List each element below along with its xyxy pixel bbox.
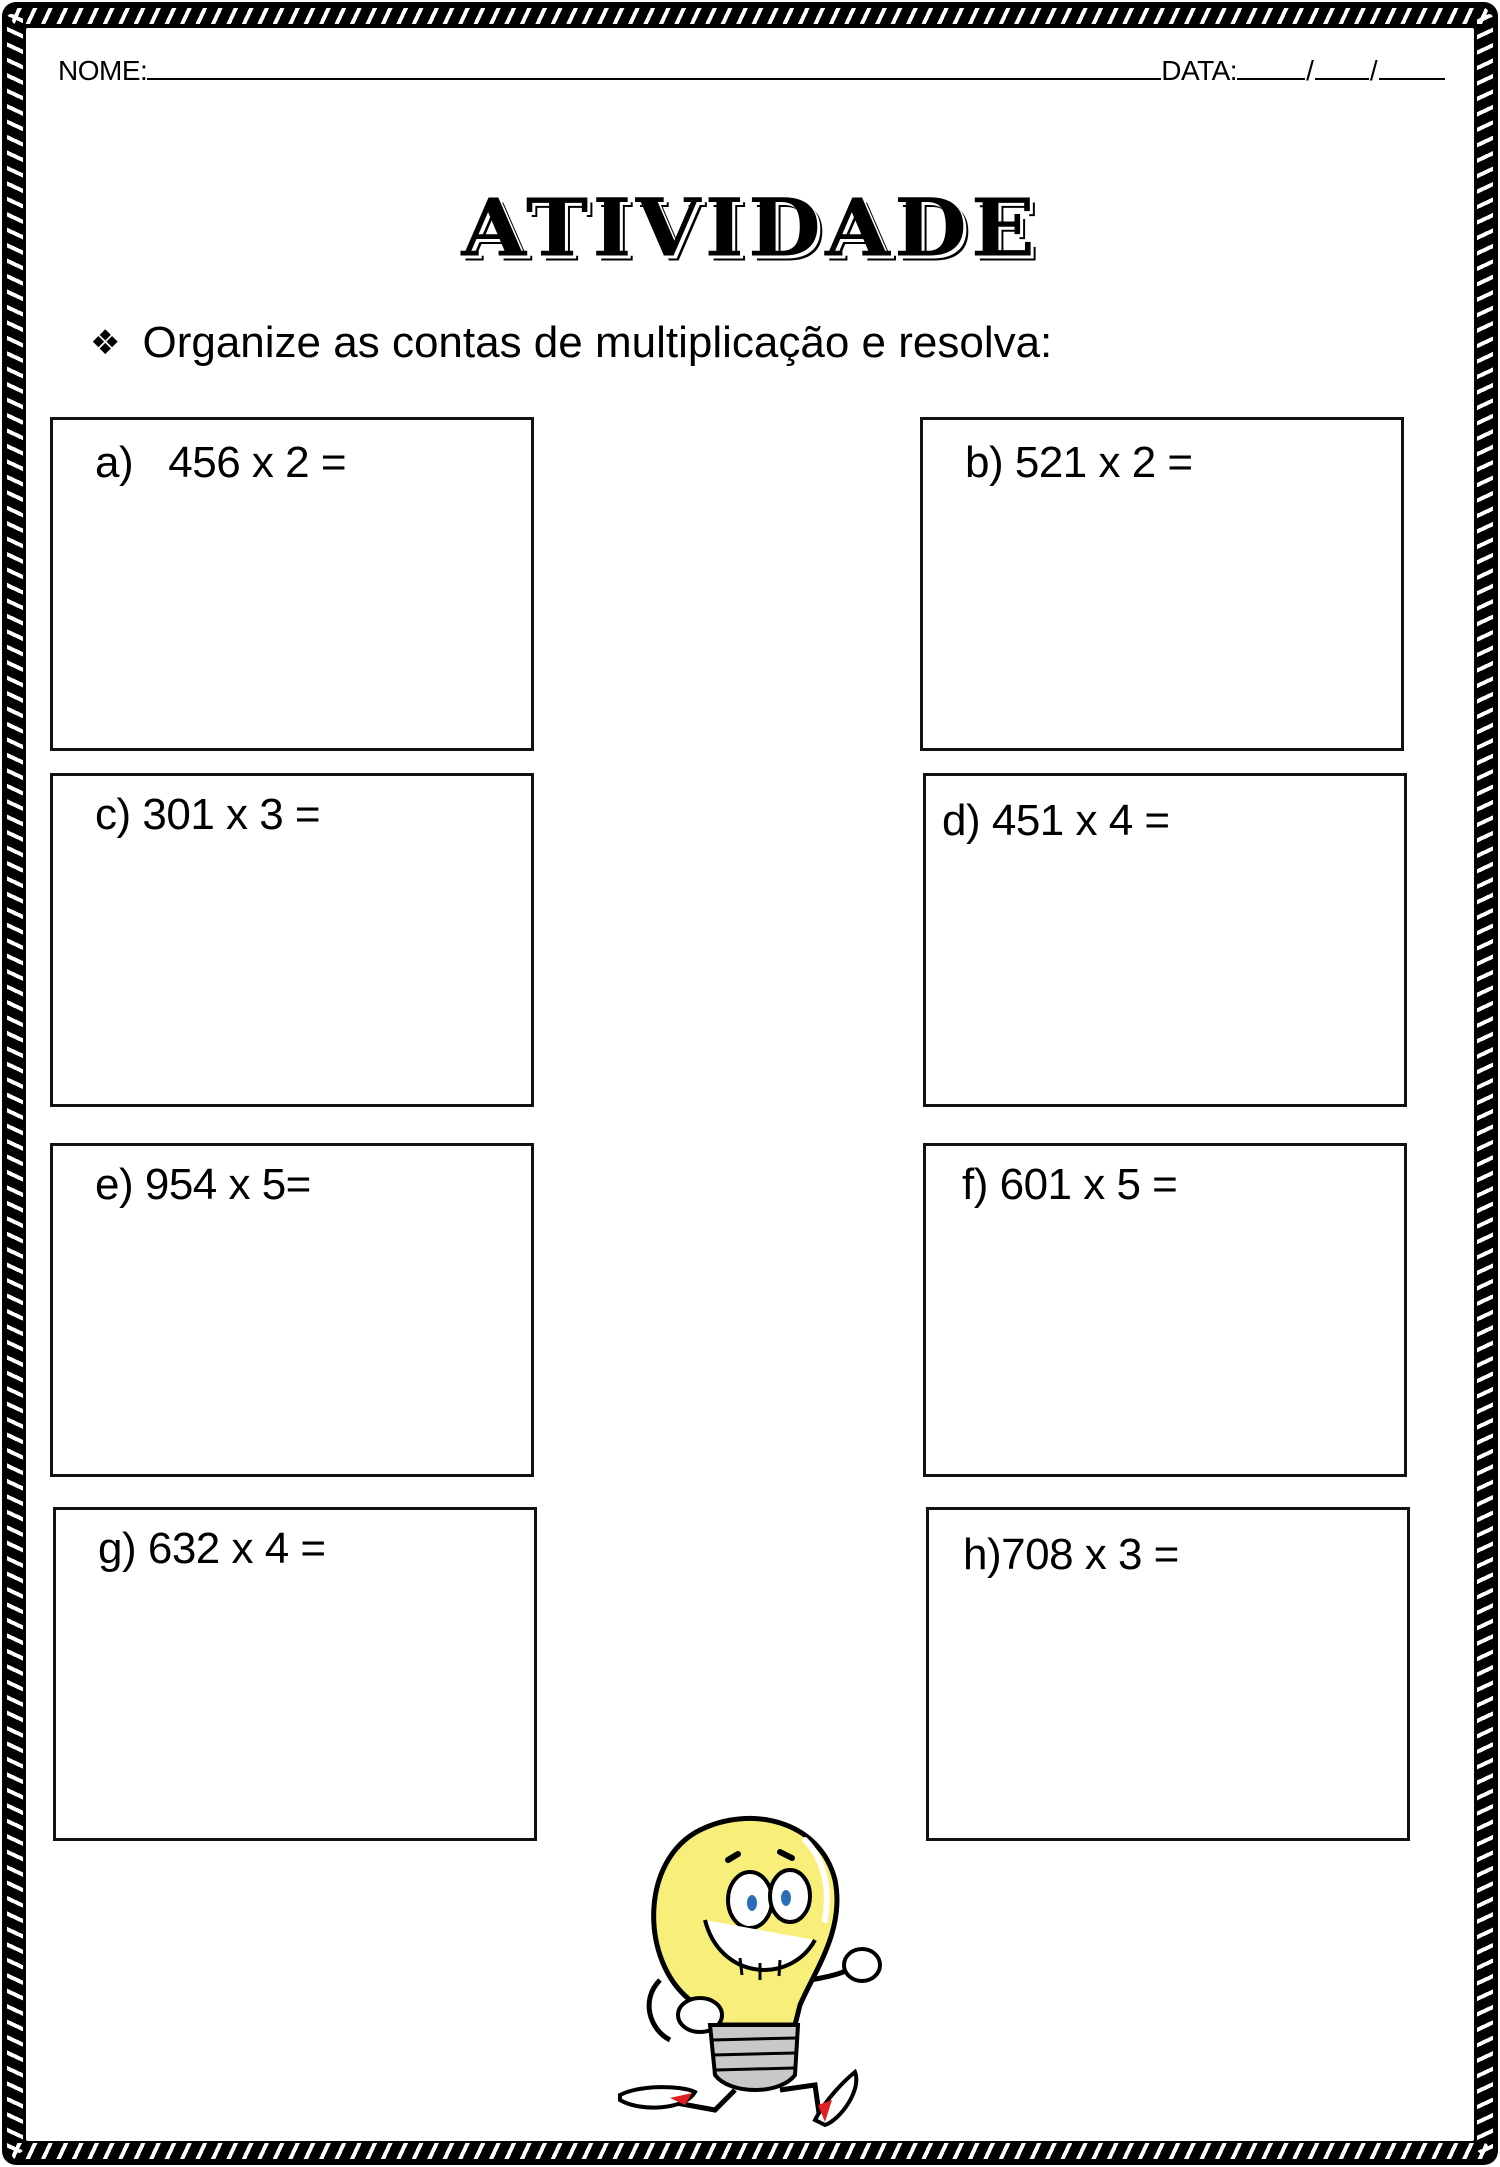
problem-label: d) 451 x 4 = [942, 796, 1170, 845]
date-separator: / [1369, 55, 1378, 86]
running-lightbulb-mascot-icon [600, 1800, 900, 2130]
answer-box-f[interactable] [923, 1143, 1407, 1477]
rope-border-bottom [12, 2143, 1488, 2159]
date-separator: / [1306, 55, 1314, 86]
problem-label: g) 632 x 4 = [98, 1524, 326, 1573]
problem-label: b) 521 x 2 = [965, 438, 1193, 487]
answer-box-g[interactable] [53, 1507, 537, 1841]
problem-label: a) 456 x 2 = [95, 438, 347, 487]
answer-box-c[interactable] [50, 773, 534, 1107]
problem-label: h)708 x 3 = [963, 1530, 1179, 1579]
date-label: DATA: [1161, 55, 1238, 86]
page-title: ATIVIDADE [461, 180, 1039, 275]
answer-box-b[interactable] [920, 417, 1404, 751]
rope-border-right [1477, 14, 1493, 2153]
instruction [90, 318, 1052, 368]
answer-box-h[interactable] [926, 1507, 1410, 1841]
problem-label: c) 301 x 3 = [95, 790, 321, 839]
problem-label: e) 954 x 5= [95, 1160, 311, 1209]
instruction-text: Organize as contas de multiplicação e resolva: [142, 318, 1053, 367]
problem-label: f) 601 x 5 = [962, 1160, 1178, 1209]
date-day-line[interactable] [1237, 54, 1305, 80]
rope-border-top [12, 8, 1488, 24]
date-year-line[interactable] [1379, 54, 1445, 80]
date-month-line[interactable] [1315, 54, 1369, 80]
answer-box-a[interactable] [50, 417, 534, 751]
header-name-date [58, 54, 1463, 87]
name-field-line[interactable] [147, 54, 1161, 80]
diamond-cluster-icon: ❖ [90, 324, 121, 362]
answer-box-d[interactable] [923, 773, 1407, 1107]
name-label: NOME: [58, 55, 148, 86]
answer-box-e[interactable] [50, 1143, 534, 1477]
rope-border-left [7, 14, 23, 2153]
